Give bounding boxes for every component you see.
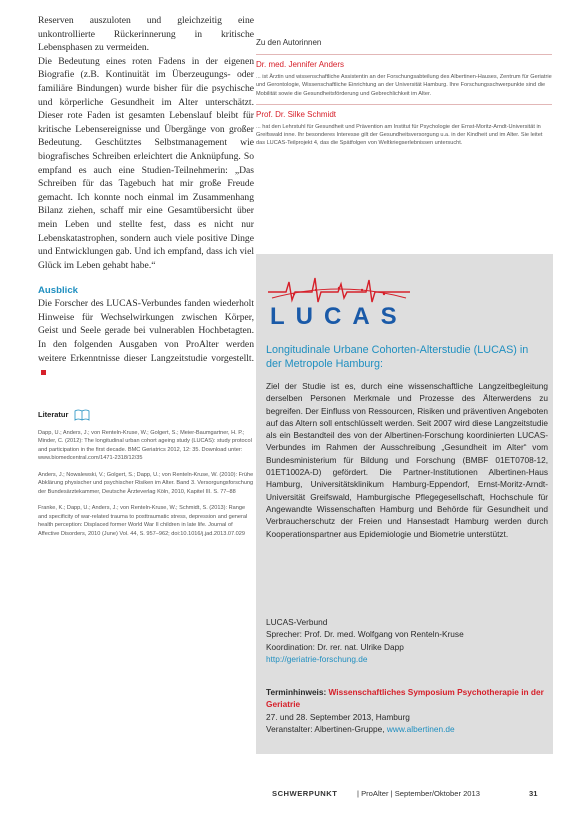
author-name: Dr. med. Jennifer Anders — [256, 60, 345, 69]
literatur-item: Anders, J.; Nowalewski, V.; Golgert, S.; Dapp, U.; von Renteln-Kruse, W. (2010): Frühe Abklärung physischer und psychischer Risiken im Alter. Band 3. Versorgungsforschung der Bundesärztekammer, Deutsche Ärzteverlag Köln, 2010, Kapitel III. S. 77–88 — [38, 471, 254, 495]
divider — [256, 104, 552, 105]
logo-text: LUCAS — [270, 303, 408, 330]
termin-link[interactable]: www.albertinen.de — [386, 724, 455, 735]
book-icon — [74, 409, 90, 421]
lucas-logo — [264, 272, 414, 330]
termin-date: 27. und 28. September 2013, Hamburg — [266, 711, 410, 722]
footer-section: SCHWERPUNKT — [272, 789, 338, 798]
lucas-info-box — [256, 254, 553, 754]
sprecher: Sprecher: Prof. Dr. med. Wolfgang von Renteln-Kruse — [266, 629, 464, 640]
ausblick-text: Die Forscher des LUCAS-Verbundes fanden wiederholt Hinweise für Wechselwirkungen zwischen Körper, Geist und Seele gerade bei vulnerablen Hochbetagten. In den folgenden Ausgaben von ProAlter werden weitere Erkenntnisse dieser Langzeitstudie vorgestellt. — [38, 297, 254, 379]
ausblick-heading: Ausblick — [38, 285, 78, 297]
lucas-body: Ziel der Studie ist es, durch eine wissenschaftliche Langzeitbegleitung derselben Personen Merkmale und Prozesse des Älterwerdens zu begreifen. Der Einfluss von Ressourcen, Risiken und präventiven Angeboten auf das Altern soll entschlüsselt werden. Seit 2007 wird diese Langzeitstudie als ein Bestandteil des von der Albertinen-Forschung koordinierten LUCAS-Verbundes im Rahmen der Ausschreibung „Gesundheit im Alter“ vom Bundesministerium für Bildung und Forschung (BMBF 01ET0708-12, 01ET1002A-D) gefördert. Die Partner-Institutionen Albertinen-Haus Hamburg, Universitätsklinikum Hamburg-Eppendorf, Ernst-Moritz-Arndt-Universität Greifswald, Hamburgische Pflegegesellschaft, Hochschule für Angewandte Wissenschaften Hamburg und Behörde für Gesundheit und Verbraucherschutz der Freien und Hansestadt Hamburg werden durch Kooperationspartner aus Epidemiologie und Biometrie unterstützt. — [266, 381, 548, 539]
left-column — [38, 14, 254, 546]
author-bio: ... hat den Lehrstuhl für Gesundheit und Prävention am Institut für Psychologie der Ernst-Moritz-Arndt-Universität in Greifswald inne. Ihr besonderes Interesse gilt der Gesundheitsversorgung u.a. in der Kindheit und im Alter. Sie leitet das LUCAS-Teilprojekt 4, das die Spätfolgen von Weltkriegserlebnissen untersucht. — [256, 123, 543, 147]
author-name: Prof. Dr. Silke Schmidt — [256, 109, 337, 119]
literatur-list — [38, 429, 254, 539]
literatur-item: Dapp, U.; Anders, J.; von Renteln-Kruse, W.; Golgert, S.; Meier-Baumgartner, H. P.; Minder, C. (2012): The longitudinal urban cohort ageing study (LUCAS): study protocol and participation in the first decade. BMC Geriatrics 2012, 12: 35. Download unter: www.biomedcentral.com/1471-2318/12/35 — [38, 429, 252, 462]
termin-title: Wissenschaftliches Symposium Psychotherapie in der Geriatrie — [266, 687, 544, 710]
lucas-title: Longitudinale Urbane Cohorten-Alterstudie (LUCAS) in der Metropole Hamburg: — [266, 344, 529, 370]
termin-block — [266, 686, 550, 736]
paragraph: Die Bedeutung eines roten Fadens in der eigenen Biografie (z.B. Kontinuität im Überzeugungs- oder familiäre Bindungen) wurde bisher für die psychische und körperliche Gesundheit im Alter unterschätzt. Dieser rote Faden ist gesamten Lebenslauf bleibt für kritische Lebensereignisse und Übergänge von großer Bedeutung. Geschütztes Selbstmanagement wie biografisches Schreiben erleichtert die Anknüpfung. So empfand es auch eine Studien-Teilnehmerin: „Das Schreiben für das Tagebuch hat mir große Freude gemacht. Ich konnte noch einmal im Zusammenhang Bilanz ziehen, schaff mir eine Gesamtübersicht über mein Leben und stellte fest, dass es nicht nur Lebenskatastrophen, sondern auch viele positive Dinge und Entwicklungen gab. Und ich empfand, dass ich viel Glück im Leben gehabt habe.“ — [38, 55, 254, 271]
authors-box — [256, 38, 552, 154]
lucas-link[interactable]: http://geriatrie-forschung.de — [266, 654, 368, 665]
footer-issue: | ProAlter | September/Oktober 2013 — [357, 789, 480, 798]
author-bio: ... ist Ärztin und wissenschaftliche Assistentin an der Forschungsabteilung des Albertinen-Hauses, Zentrum für Geriatrie und Gerontologie, Wissenschaftliche Einrichtung an der Universität Hamburg. Ihre Forschungsschwerpunkte sind die Mobilität sowie die Gesundheitsförderung und Gebrechlichkeit im Alter. — [256, 74, 552, 97]
termin-host: Veranstalter: Albertinen-Gruppe, — [266, 724, 387, 735]
page-footer — [0, 787, 583, 803]
end-mark-icon — [41, 370, 46, 375]
divider — [256, 54, 552, 55]
termin-label: Terminhinweis: — [266, 687, 329, 697]
literatur-heading: Literatur — [38, 409, 254, 421]
verbund-label: LUCAS-Verbund — [266, 617, 328, 627]
literatur-item: Franke, K.; Dapp, U.; Anders, J.; von Renteln-Kruse, W.; Schmidt, S. (2013): Range and specificity of war-related trauma to posttraumatic stress, depression and general health perception: Displaced former World War II children in late life. Journal of Affective Disorders, 2010 (June) Vol. 44, S. 957–962; doi:10.1016/j.jad.2013.07.029 — [38, 505, 248, 537]
paragraph: Reserven auszuloten und gleichzeitig eine unkontrollierte Rückerinnerung in kritische Lebensphasen zu vermeiden. — [38, 15, 254, 54]
lucas-contact — [266, 616, 548, 666]
page-number: 31 — [529, 789, 538, 798]
article-body — [38, 14, 254, 272]
koordination: Koordination: Dr. rer. nat. Ulrike Dapp — [266, 641, 404, 652]
authors-title: Zu den Autorinnen — [256, 38, 322, 47]
